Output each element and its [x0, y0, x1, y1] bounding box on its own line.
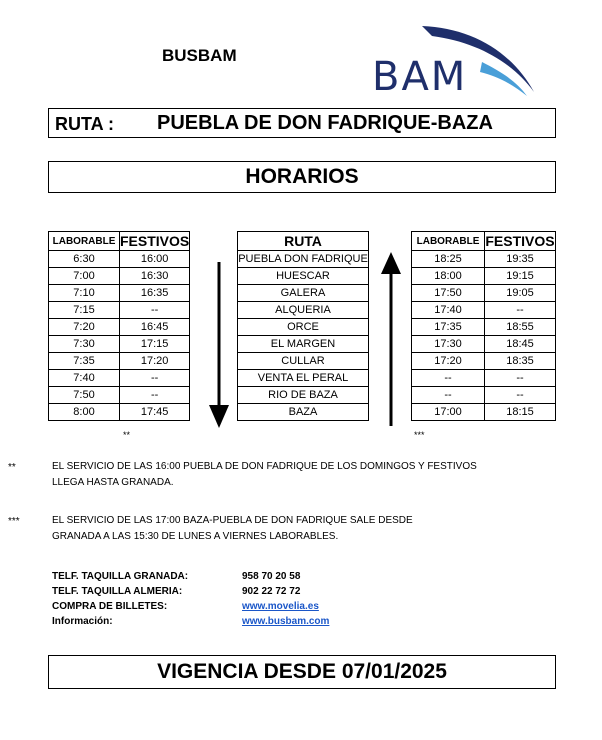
contact-phone-granada: 958 70 20 58 — [242, 571, 301, 582]
company-name: BUSBAM — [162, 46, 237, 65]
outbound-holiday-header: FESTIVOS — [120, 233, 190, 249]
contact-label-info: Información: — [52, 616, 113, 627]
inbound-cell: -- — [485, 370, 556, 387]
outbound-row — [49, 353, 190, 370]
inbound-row — [412, 285, 556, 302]
outbound-cell: 17:15 — [120, 336, 190, 353]
note-1-line-1: EL SERVICIO DE LAS 16:00 PUEBLA DE DON FADRIQUE DE LOS DOMINGOS Y FESTIVOS — [52, 461, 477, 472]
inbound-cell: -- — [485, 387, 556, 404]
up-arrow-icon — [380, 250, 402, 428]
stop-row — [238, 370, 369, 387]
note-1-mark: ** — [8, 462, 16, 473]
inbound-row — [412, 319, 556, 336]
outbound-cell: 8:00 — [49, 404, 120, 421]
inbound-cell: 17:30 — [412, 336, 485, 353]
route-banner — [48, 108, 556, 138]
outbound-row — [49, 268, 190, 285]
stop-row — [238, 251, 369, 268]
outbound-cell: 17:20 — [120, 353, 190, 370]
outbound-cell: 7:35 — [49, 353, 120, 370]
stop-row — [238, 268, 369, 285]
stop-name: EL MARGEN — [238, 336, 369, 353]
outbound-cell: 17:45 — [120, 404, 190, 421]
stop-name: VENTA EL PERAL — [238, 370, 369, 387]
outbound-table — [48, 231, 190, 421]
inbound-row — [412, 251, 556, 268]
note-2 — [52, 513, 522, 545]
stop-name: BAZA — [238, 404, 369, 421]
stop-name: PUEBLA DON FADRIQUE — [238, 251, 369, 268]
stop-row — [238, 319, 369, 336]
stops-header: RUTA — [238, 232, 369, 251]
stop-row — [238, 336, 369, 353]
outbound-cell: 7:30 — [49, 336, 120, 353]
inbound-cell: 19:05 — [485, 285, 556, 302]
logo-text: BAM — [372, 54, 468, 98]
inbound-row — [412, 370, 556, 387]
inbound-cell: -- — [412, 387, 485, 404]
inbound-cell: -- — [412, 370, 485, 387]
inbound-cell: 18:25 — [412, 251, 485, 268]
note-2-mark: *** — [8, 516, 20, 527]
outbound-cell: 6:30 — [49, 251, 120, 268]
contact-label-granada: TELF. TAQUILLA GRANADA: — [52, 571, 189, 582]
inbound-row — [412, 302, 556, 319]
contact-values — [242, 569, 442, 629]
contact-label-tickets: COMPRA DE BILLETES: — [52, 601, 168, 612]
inbound-row — [412, 336, 556, 353]
stop-row — [238, 404, 369, 421]
outbound-row — [49, 251, 190, 268]
stop-name: HUESCAR — [238, 268, 369, 285]
outbound-cell: 16:45 — [120, 319, 190, 336]
schedules-title: HORARIOS — [48, 161, 556, 193]
busbam-link[interactable]: www.busbam.com — [242, 616, 330, 627]
stop-row — [238, 285, 369, 302]
outbound-row — [49, 370, 190, 387]
inbound-row — [412, 387, 556, 404]
contact-phone-almeria: 902 22 72 72 — [242, 586, 301, 597]
inbound-row — [412, 268, 556, 285]
stop-row — [238, 387, 369, 404]
validity-banner: VIGENCIA DESDE 07/01/2025 — [48, 655, 556, 689]
outbound-cell: 7:50 — [49, 387, 120, 404]
outbound-cell: 7:00 — [49, 268, 120, 285]
inbound-footnote-mark: *** — [414, 430, 425, 440]
outbound-row — [49, 404, 190, 421]
outbound-row — [49, 285, 190, 302]
inbound-cell: 17:35 — [412, 319, 485, 336]
outbound-cell: 16:35 — [120, 285, 190, 302]
contact-label-almeria: TELF. TAQUILLA ALMERIA: — [52, 586, 183, 597]
outbound-cell: 16:00 — [120, 251, 190, 268]
outbound-row — [49, 302, 190, 319]
outbound-cell: -- — [120, 370, 190, 387]
stop-name: ALQUERIA — [238, 302, 369, 319]
stops-table — [237, 231, 369, 421]
inbound-cell: 18:55 — [485, 319, 556, 336]
inbound-cell: 19:15 — [485, 268, 556, 285]
outbound-cell: -- — [120, 302, 190, 319]
stop-row — [238, 353, 369, 370]
inbound-row — [412, 353, 556, 370]
inbound-cell: 18:15 — [485, 404, 556, 421]
note-2-line-2: GRANADA A LAS 15:30 DE LUNES A VIERNES LABORABLES. — [52, 531, 339, 542]
outbound-weekday-header: LABORABLE — [49, 232, 120, 251]
inbound-cell: 17:20 — [412, 353, 485, 370]
inbound-holiday-header: FESTIVOS — [485, 233, 555, 249]
inbound-cell: 17:00 — [412, 404, 485, 421]
movelia-link[interactable]: www.movelia.es — [242, 601, 319, 612]
route-label: RUTA : — [55, 114, 114, 134]
outbound-row — [49, 387, 190, 404]
outbound-row — [49, 336, 190, 353]
down-arrow-icon — [208, 260, 230, 430]
stop-row — [238, 302, 369, 319]
inbound-cell: -- — [485, 302, 556, 319]
note-2-line-1: EL SERVICIO DE LAS 17:00 BAZA-PUEBLA DE DON FADRIQUE SALE DESDE — [52, 515, 413, 526]
outbound-cell: 16:30 — [120, 268, 190, 285]
outbound-cell: 7:20 — [49, 319, 120, 336]
outbound-cell: 7:10 — [49, 285, 120, 302]
stop-name: ORCE — [238, 319, 369, 336]
inbound-cell: 18:45 — [485, 336, 556, 353]
inbound-cell: 17:50 — [412, 285, 485, 302]
inbound-weekday-header: LABORABLE — [412, 232, 485, 251]
stop-name: CULLAR — [238, 353, 369, 370]
inbound-cell: 17:40 — [412, 302, 485, 319]
outbound-footnote-mark: ** — [123, 430, 131, 440]
contact-labels — [52, 569, 232, 629]
inbound-cell: 18:35 — [485, 353, 556, 370]
route-value: PUEBLA DE DON FADRIQUE-BAZA — [157, 112, 493, 134]
outbound-cell: 7:15 — [49, 302, 120, 319]
note-1 — [52, 459, 522, 491]
outbound-cell: -- — [120, 387, 190, 404]
stop-name: RIO DE BAZA — [238, 387, 369, 404]
inbound-cell: 19:35 — [485, 251, 556, 268]
note-1-line-2: LLEGA HASTA GRANADA. — [52, 477, 174, 488]
inbound-table — [411, 231, 556, 421]
outbound-cell: 7:40 — [49, 370, 120, 387]
inbound-row — [412, 404, 556, 421]
bam-logo — [362, 22, 552, 98]
outbound-row — [49, 319, 190, 336]
stop-name: GALERA — [238, 285, 369, 302]
inbound-cell: 18:00 — [412, 268, 485, 285]
